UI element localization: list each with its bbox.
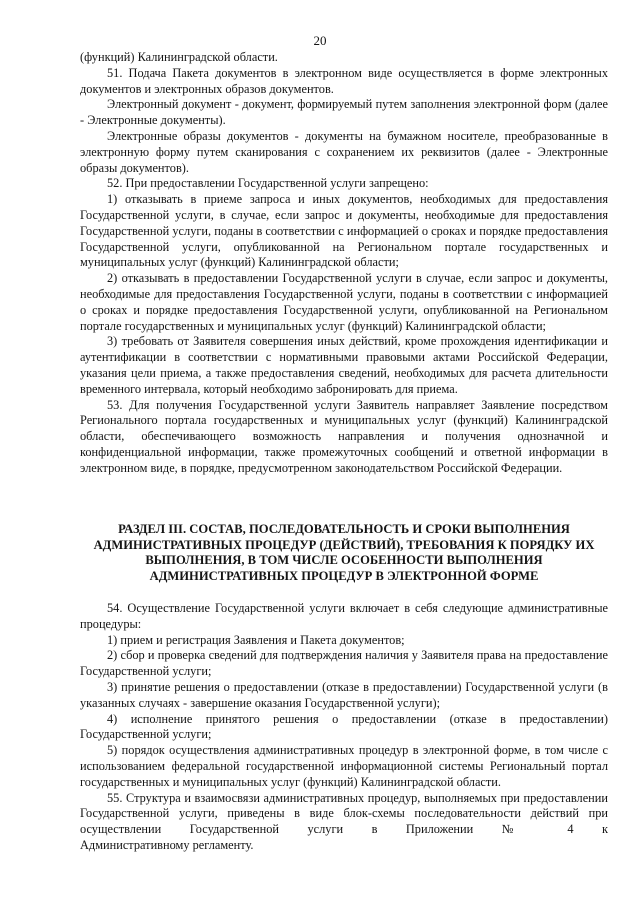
- paragraph: Административному регламенту.: [80, 837, 254, 852]
- paragraph: 51. Подача Пакета документов в электронном виде осуществляется в форме электронных документов и электронных образов документов.: [80, 65, 608, 96]
- section-heading-line: РАЗДЕЛ III. СОСТАВ, ПОСЛЕДОВАТЕЛЬНОСТЬ И СРОКИ ВЫПОЛНЕНИЯ: [118, 522, 570, 536]
- paragraph: 54. Осуществление Государственной услуги включает в себя следующие административные процедуры:: [80, 601, 608, 631]
- paragraph: 1) прием и регистрация Заявления и Пакета документов;: [107, 632, 405, 647]
- page-number: 20: [313, 33, 327, 48]
- section-heading-line: АДМИНИСТРАТИВНЫХ ПРОЦЕДУР (ДЕЙСТВИЙ), ТРЕБОВАНИЯ К ПОРЯДКУ ИХ: [93, 537, 595, 552]
- paragraph: Электронные образы документов - документы на бумажном носителе, преобразованные в электронную форму путем сканирования с сохранением их реквизитов (далее - Электронные образы документов).: [80, 128, 608, 175]
- paragraph: 2) отказывать в предоставлении Государственной услуги в случае, если запрос и документы, необходимые для предоставления Государственной услуги, поданы в соответствии с информацией о сроках и порядке предоставления Государственной услуги, опубликованной на Региональном портале государственных и муниципальных услуг (функций) Калининградской области;: [80, 271, 608, 333]
- body-text-block-a: [80, 50, 608, 477]
- paragraph: (функций) Калининградской области.: [80, 50, 278, 64]
- paragraph: 55. Структура и взаимосвязи административных процедур, выполняемых при предоставлении Государственной услуги, приведены в виде блок-схемы последовательности действий при осуществлении Государственной услуги в Приложении № 4 к: [80, 790, 608, 837]
- paragraph: 1) отказывать в приеме запроса и иных документов, необходимых для предоставления Государственной услуги, в случае, если запрос и документы, необходимые для предоставления Государственной услуги, поданы в соответствии с информацией о сроках и порядке предоставления Государственной услуги, опубликованной на Региональном портале государственных и муниципальных услуг (функций) Калининградской области;: [80, 192, 608, 270]
- section-heading: [84, 522, 604, 584]
- paragraph: Электронный документ - документ, формируемый путем заполнения электронной форм (далее - Электронные документы).: [80, 97, 608, 128]
- paragraph: 5) порядок осуществления административных процедур в электронной форме, в том числе с использованием федеральной государственной информационной системы Региональный портал государственных и муниципальных услуг (функций) Калининградской области.: [80, 743, 608, 789]
- section-heading-line: ВЫПОЛНЕНИЯ, В ТОМ ЧИСЛЕ ОСОБЕННОСТИ ВЫПОЛНЕНИЯ: [145, 553, 543, 568]
- paragraph: 4) исполнение принятого решения о предоставлении (отказе в предоставлении) Государственной услуги;: [80, 711, 608, 742]
- body-text-block-b: [80, 601, 608, 854]
- paragraph: 52. При предоставлении Государственной услуги запрещено:: [107, 176, 429, 191]
- paragraph: 2) сбор и проверка сведений для подтверждения наличия у Заявителя права на предоставление Государственной услуги;: [80, 648, 608, 679]
- section-heading-line: АДМИНИСТРАТИВНЫХ ПРОЦЕДУР В ЭЛЕКТРОННОЙ ФОРМЕ: [149, 568, 539, 583]
- paragraph: 3) требовать от Заявителя совершения иных действий, кроме прохождения идентификации и аутентификации в соответствии с нормативными правовыми актами Российской Федерации, указания цели приема, а также предоставления сведений, необходимых для расчета длительности временного интервала, который необходимо забронировать для приема.: [80, 334, 608, 396]
- paragraph: 53. Для получения Государственной услуги Заявитель направляет Заявление посредством Регионального портала государственных и муниципальных услуг (функций) Калининградской области, обеспечивающего возможность направления и получения однозначной и конфиденциальной информации, также промежуточных сообщений и ответной информации в электронном виде, в порядке, предусмотренном законодательством Российской Федерации.: [80, 397, 608, 475]
- paragraph: 3) принятие решения о предоставлении (отказе в предоставлении) Государственной услуги (в указанных случаях - завершение оказания Государственной услуги);: [80, 679, 608, 710]
